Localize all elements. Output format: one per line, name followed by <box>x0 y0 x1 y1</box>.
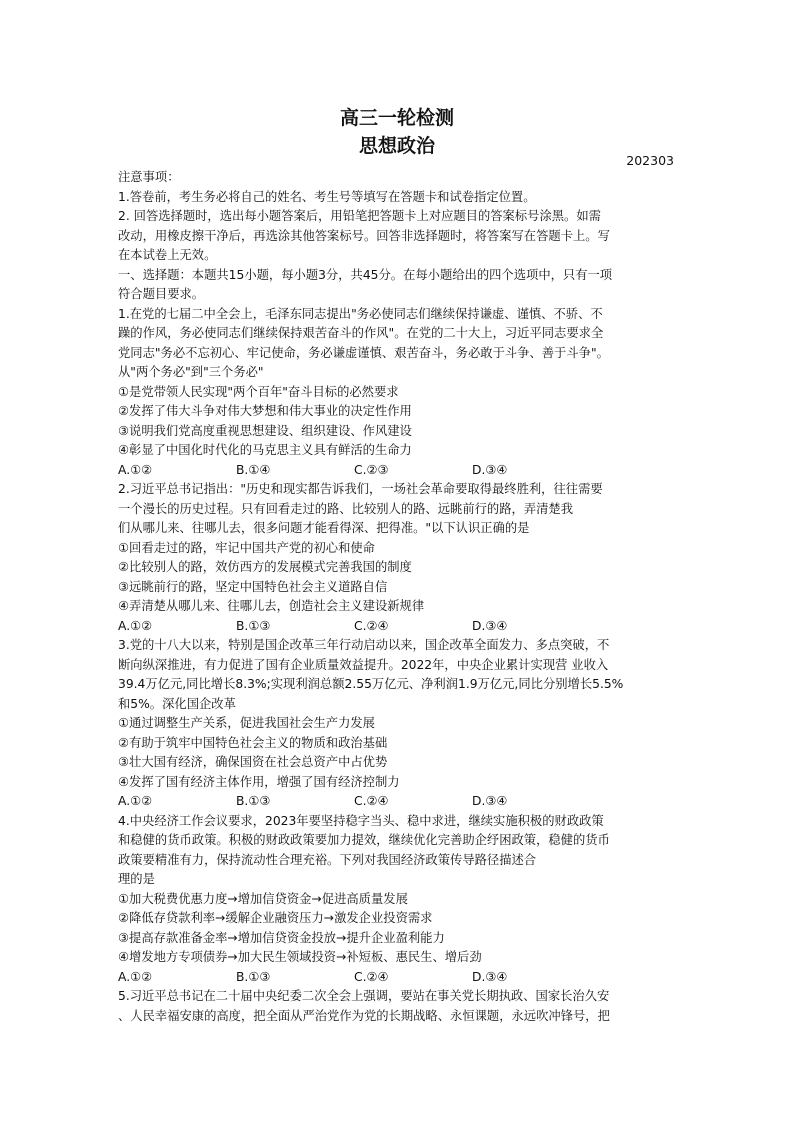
notice-line: 2. 回答选择题时，选出每小题答案后，用铅笔把答题卡上对应题目的答案标号涂黑。如需 <box>118 209 601 223</box>
exam-body <box>118 168 678 1026</box>
question-stem-line: 、人民幸福安康的高度，把全面从严治党作为党的长期战略、永恒课题，永远吹冲锋号，把 <box>118 1008 610 1023</box>
answer-option: C.②③ <box>354 462 389 477</box>
answer-options <box>118 617 678 637</box>
question-stem-line: 政策要精准有力，保持流动性合理充裕。下列对我国经济政策传导路径描述合 <box>118 852 537 867</box>
question-stem-line: 断向纵深推进，有力促进了国有企业质量效益提升。2022年，中央企业累计实现营 业收入 <box>118 657 609 672</box>
notice-line: 改动，用橡皮擦干净后，再选涂其他答案标号。回答非选择题时，将答案写在答题卡上。写 <box>118 228 610 243</box>
exam-title: 高三一轮检测 <box>339 107 454 129</box>
answer-option: C.②④ <box>354 969 389 984</box>
question-statement: ③远眺前行的路，坚定中国特色社会主义道路自信 <box>118 579 388 594</box>
answer-option: C.②④ <box>354 618 389 633</box>
question-stem-line: 理的是 <box>118 872 155 886</box>
section-instruction-line: 一、选择题：本题共15小题，每小题3分，共45分。在每小题给出的四个选项中，只有一项 <box>118 267 613 282</box>
question-stem-line: 39.4万亿元,同比增长8.3%;实现利润总额2.55万亿元、净利润1.9万亿元,同比分别增长5.5% <box>118 677 624 691</box>
section-instruction-line: 符合题目要求。 <box>118 287 205 301</box>
answer-option: D.③④ <box>472 618 508 633</box>
question-statement: ①加大税费优惠力度→增加信贷资金→促进高质量发展 <box>118 891 408 906</box>
answer-options <box>118 968 678 988</box>
question-stem-line: 1.在党的七届二中全会上，毛泽东同志提出"务必使同志们继续保持谦虚、谨慎、不骄、不 <box>118 306 603 321</box>
question-stem-line: 党同志"务必不忘初心、牢记使命，务必谦虚谨慎、艰苦奋斗，务必敢于斗争、善于斗争"。 <box>118 345 609 360</box>
question-statement: ①是党带领人民实现"两个百年"奋斗目标的必然要求 <box>118 384 399 399</box>
question-statement: ②降低存贷款利率→缓解企业融资压力→激发企业投资需求 <box>118 911 433 925</box>
exam-subject: 思想政治 <box>358 135 435 157</box>
question-stem-line: 躁的作风，务必使同志们继续保持艰苦奋斗的作风"。在党的二十大上，习近平同志要求全 <box>118 326 604 340</box>
answer-option: A.①② <box>118 618 153 633</box>
answer-options <box>118 792 678 812</box>
question-statement: ③壮大国有经济，确保国资在社会总资产中占优势 <box>118 755 388 769</box>
question-stem-line: 们从哪儿来、往哪儿去，很多问题才能看得深、把得准。"以下认识正确的是 <box>118 521 530 535</box>
question-statement: ②比较别人的路，效仿西方的发展模式完善我国的制度 <box>118 560 412 574</box>
question-statement: ②发挥了伟大斗争对伟大梦想和伟大事业的决定性作用 <box>118 404 412 418</box>
exam-code: 202303 <box>626 153 674 168</box>
answer-option: A.①② <box>118 969 153 984</box>
notice-heading: 注意事项： <box>118 170 180 184</box>
notice-line: 1.答卷前，考生务必将自己的姓名、考生号等填写在答题卡和试卷指定位置。 <box>118 189 536 204</box>
question-statement: ④彰显了中国化时代化的马克思主义具有鲜活的生命力 <box>118 443 412 457</box>
answer-option: D.③④ <box>472 462 508 477</box>
question-statement: ④发挥了国有经济主体作用，增强了国有经济控制力 <box>118 774 400 789</box>
answer-option: D.③④ <box>472 969 508 984</box>
question-stem-line: 3.党的十八大以来，特别是国企改革三年行动启动以来，国企改革全面发力、多点突破，不 <box>118 638 610 652</box>
answer-option: B.①③ <box>236 794 271 808</box>
question-stem-line: 和5%。深化国企改革 <box>118 696 236 711</box>
question-statement: ②有助于筑牢中国特色社会主义的物质和政治基础 <box>118 735 388 750</box>
question-stem-line: 2.习近平总书记指出："历史和现实都告诉我们，一场社会革命要取得最终胜利，往往需要 <box>118 482 603 496</box>
question-statement: ①通过调整生产关系，促进我国社会生产力发展 <box>118 716 375 730</box>
answer-option: A.①② <box>118 794 153 808</box>
answer-options <box>118 461 678 481</box>
question-stem-line: 和稳健的货币政策。积极的财政政策要加力提效，继续优化完善助企纾困政策，稳健的货币 <box>118 833 610 847</box>
answer-option: A.①② <box>118 462 153 477</box>
answer-option: B.①③ <box>236 969 271 984</box>
answer-option: B.①④ <box>236 462 271 477</box>
question-stem-line: 从"两个务必"到"三个务必" <box>118 365 264 379</box>
question-statement: ④增发地方专项债券→加大民生领域投资→补短板、惠民生、增后劲 <box>118 950 482 964</box>
question-statement: ④弄清楚从哪儿来、往哪儿去，创造社会主义建设新规律 <box>118 599 425 613</box>
question-stem-line: 一个漫长的历史过程。只有回看走过的路、比较别人的路、远眺前行的路，弄清楚我 <box>118 501 573 516</box>
answer-option: B.①③ <box>236 618 271 633</box>
answer-option: D.③④ <box>472 794 508 808</box>
question-stem-line: 4.中央经济工作会议要求，2023年要坚持稳字当头、稳中求进，继续实施积极的财政政策 <box>118 813 604 828</box>
question-stem-line: 5.习近平总书记在二十届中央纪委二次全会上强调，要站在事关党长期执政、国家长治久安 <box>118 989 610 1003</box>
question-statement: ③提高存款准备金率→增加信贷资金投放→提升企业盈利能力 <box>118 930 445 945</box>
question-statement: ③说明我们党高度重视思想建设、组织建设、作风建设 <box>118 423 412 438</box>
notice-line: 在本试卷上无效。 <box>118 248 217 262</box>
question-statement: ①回看走过的路，牢记中国共产党的初心和使命 <box>118 540 375 555</box>
answer-option: C.②④ <box>354 794 389 808</box>
